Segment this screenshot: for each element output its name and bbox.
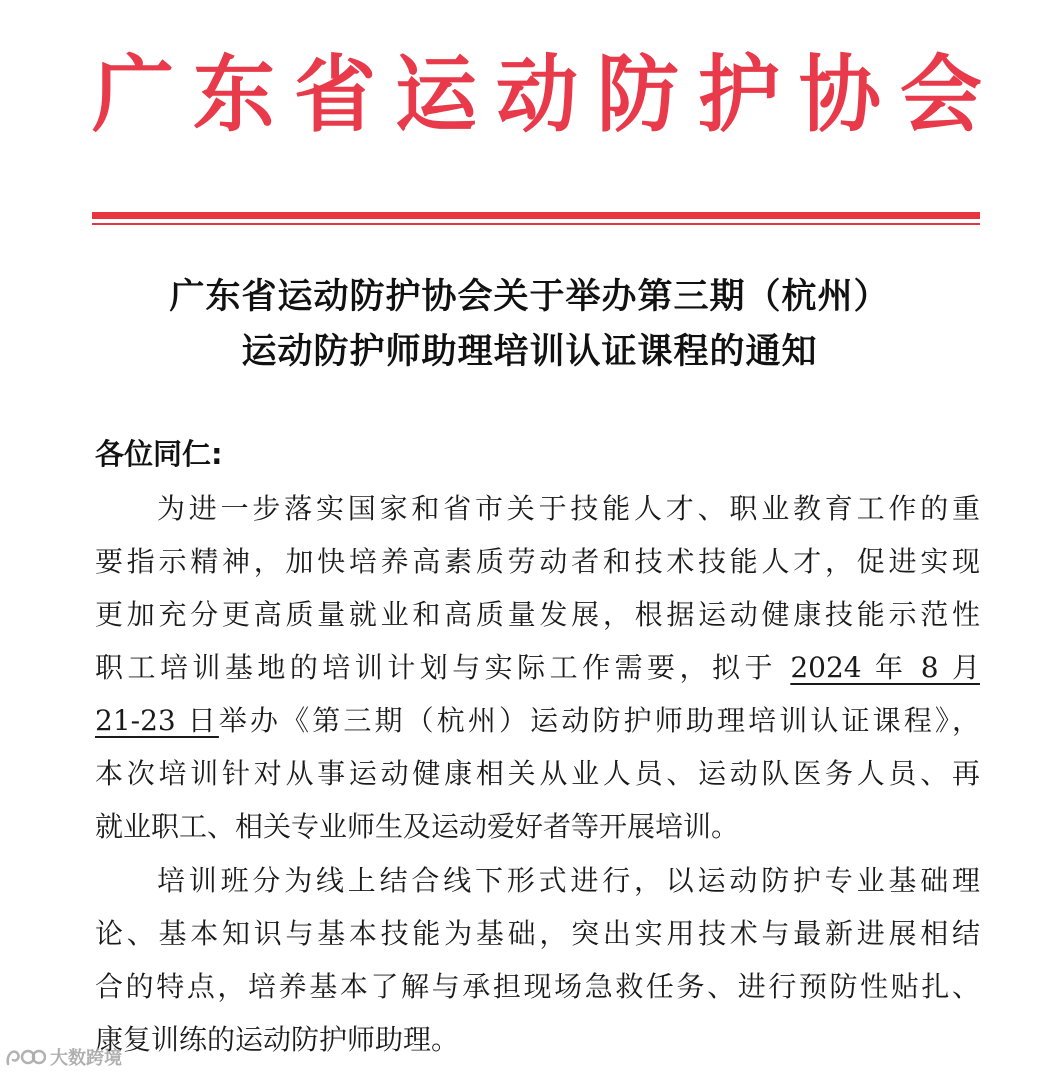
org-char: 动 bbox=[495, 46, 578, 144]
paragraph-line: 康复训练的运动防护师助理。 bbox=[95, 1023, 460, 1056]
training-date-end: 21-23 日 bbox=[95, 704, 219, 737]
header-divider-thin bbox=[92, 223, 980, 225]
paragraph-text: 职工培训基地的培训计划与实际工作需要，拟于 bbox=[95, 651, 777, 684]
paragraph-line bbox=[95, 643, 980, 693]
org-char: 省 bbox=[293, 46, 376, 144]
paragraph-line: 培训班分为线上结合线下形式进行，以运动防护专业基础理 bbox=[157, 864, 980, 897]
org-char: 防 bbox=[596, 46, 679, 144]
paragraph-line: 为进一步落实国家和省市关于技能人才、职业教育工作的重 bbox=[157, 492, 980, 525]
org-char: 护 bbox=[697, 46, 780, 144]
org-char: 东 bbox=[192, 46, 275, 144]
watermark-text: 大数跨境 bbox=[50, 1048, 122, 1069]
paragraph-line bbox=[95, 696, 980, 746]
watermark-logo-icon bbox=[4, 1044, 46, 1070]
training-date-start: 2024 年 8 月 bbox=[790, 651, 980, 684]
paragraph-line: 就业职工、相关专业师生及运动爱好者等开展培训。 bbox=[95, 810, 740, 843]
paragraph-line: 更加充分更高质量就业和高质量发展，根据运动健康技能示范性 bbox=[95, 598, 980, 631]
organization-header bbox=[92, 40, 982, 150]
paragraph-line: 合的特点，培养基本了解与承担现场急救任务、进行预防性贴扎、 bbox=[95, 970, 980, 1003]
org-char: 协 bbox=[798, 46, 881, 144]
org-char: 会 bbox=[899, 46, 982, 144]
watermark bbox=[4, 1044, 122, 1070]
notice-title-line-2: 运动防护师助理培训认证课程的通知 bbox=[241, 332, 818, 372]
org-char: 运 bbox=[394, 46, 477, 144]
paragraph-line: 本次培训针对从事运动健康相关从业人员、运动队医务人员、再 bbox=[95, 757, 980, 790]
header-divider-thick bbox=[92, 212, 980, 219]
notice-title-line-1: 广东省运动防护协会关于举办第三期（杭州） bbox=[169, 277, 890, 317]
org-char: 广 bbox=[92, 46, 175, 144]
paragraph-line: 要指示精神，加快培养高素质劳动者和技术技能人才，促进实现 bbox=[95, 545, 980, 578]
paragraph-text: 举办《第三期（杭州）运动防护师助理培训认证课程》， bbox=[218, 704, 980, 737]
paragraph-line: 论、基本知识与基本技能为基础，突出实用技术与最新进展相结 bbox=[95, 917, 980, 950]
salutation: 各位同仁: bbox=[95, 437, 223, 471]
